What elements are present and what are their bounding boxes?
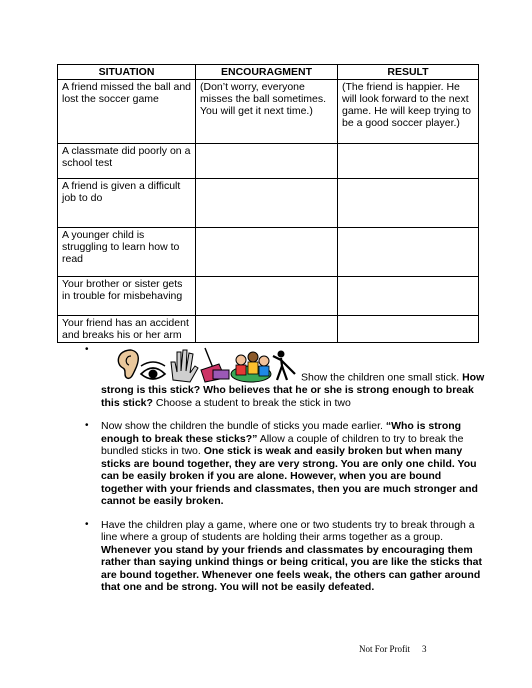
footer-label: Not For Profit xyxy=(359,644,411,654)
table-row xyxy=(58,80,479,144)
situation-cell: A friend missed the ball and lost the soccer game xyxy=(58,80,196,144)
result-cell xyxy=(338,228,479,277)
hand-icon xyxy=(171,350,198,382)
bullet-dot: • xyxy=(85,344,89,355)
sensory-icons xyxy=(101,344,301,384)
encouragement-cell xyxy=(196,144,338,179)
result-cell: (The friend is happier. He will look forward to the next game. He will keep trying to be a good soccer player.) xyxy=(338,80,479,144)
result-cell xyxy=(338,179,479,228)
header-encouragement: ENCOURAGMENT xyxy=(196,65,338,80)
encouragement-cell xyxy=(196,179,338,228)
situation-cell: A younger child is struggling to learn how to read xyxy=(58,228,196,277)
header-result: RESULT xyxy=(338,65,479,80)
situation-cell: Your brother or sister gets in trouble for misbehaving xyxy=(58,277,196,316)
header-situation: SITUATION xyxy=(58,65,196,80)
situation-table-container xyxy=(57,64,478,343)
bullet-3-bold: Whenever you stand by your friends and classmates by encouraging them rather than saying unkind things or being critical, you are like the sticks that are bound together. Whenever one feels weak, the others can gather around that one and be strong. You will not be easily defeated. xyxy=(101,543,483,593)
situation-cell: Your friend has an accident and breaks his or her arm xyxy=(58,316,196,343)
bullet-2-text-mid: Allow a couple of children to try to break the bundled sticks in two. xyxy=(101,432,464,457)
situation-cell: A friend is given a difficult job to do xyxy=(58,179,196,228)
bullet-3-text: Have the children play a game, where one or two students try to break through a line where a group of students are holding their arms together as a group. xyxy=(101,518,475,543)
table-row xyxy=(58,228,479,277)
situation-cell: A classmate did poorly on a school test xyxy=(58,144,196,179)
bullet-1-bold: How strong is this stick? Who believes that he or she is strong enough to break this stick? xyxy=(101,371,485,409)
result-cell xyxy=(338,316,479,343)
bullet-dot: • xyxy=(85,420,89,431)
encouragement-cell: (Don’t worry, everyone misses the ball sometimes. You will get it next time.) xyxy=(196,80,338,144)
ear-icon xyxy=(118,350,138,378)
paint-icon xyxy=(201,348,229,382)
encouragement-cell xyxy=(196,277,338,316)
table-row xyxy=(58,316,479,343)
result-cell xyxy=(338,277,479,316)
children-group-icon xyxy=(231,352,271,382)
table-row xyxy=(58,277,479,316)
bullet-1-text-end: Choose a student to break the stick in two xyxy=(152,396,351,409)
bullet-2-bold: One stick is weak and easily broken but when many sticks are bound together, they are very strong. You are only one child. You can be easily broken if you are alone. However, when you are bound together with your friends and classmates, then you are much stronger and cannot be easily broken. xyxy=(101,445,478,507)
bullet-1-text: Show the children one small stick. xyxy=(301,371,463,384)
list-item xyxy=(85,344,485,409)
list-item xyxy=(85,519,485,594)
bullet-dot: • xyxy=(85,518,89,530)
activity-bullet-list xyxy=(85,344,485,605)
result-cell xyxy=(338,144,479,179)
encouragement-cell xyxy=(196,228,338,277)
list-item xyxy=(85,420,485,508)
bullet-2-text: Now show the children the bundle of sticks you made earlier. xyxy=(101,420,386,432)
exercise-figure-icon xyxy=(273,351,295,381)
table-header-row xyxy=(58,65,479,80)
situation-table xyxy=(57,64,479,343)
bullet-2-question: “Who is strong enough to break these sticks?” xyxy=(101,420,462,445)
page-footer xyxy=(359,644,427,654)
table-row xyxy=(58,179,479,228)
page-number: 3 xyxy=(422,644,427,654)
encouragement-cell xyxy=(196,316,338,343)
eye-icon xyxy=(141,362,165,379)
table-row xyxy=(58,144,479,179)
